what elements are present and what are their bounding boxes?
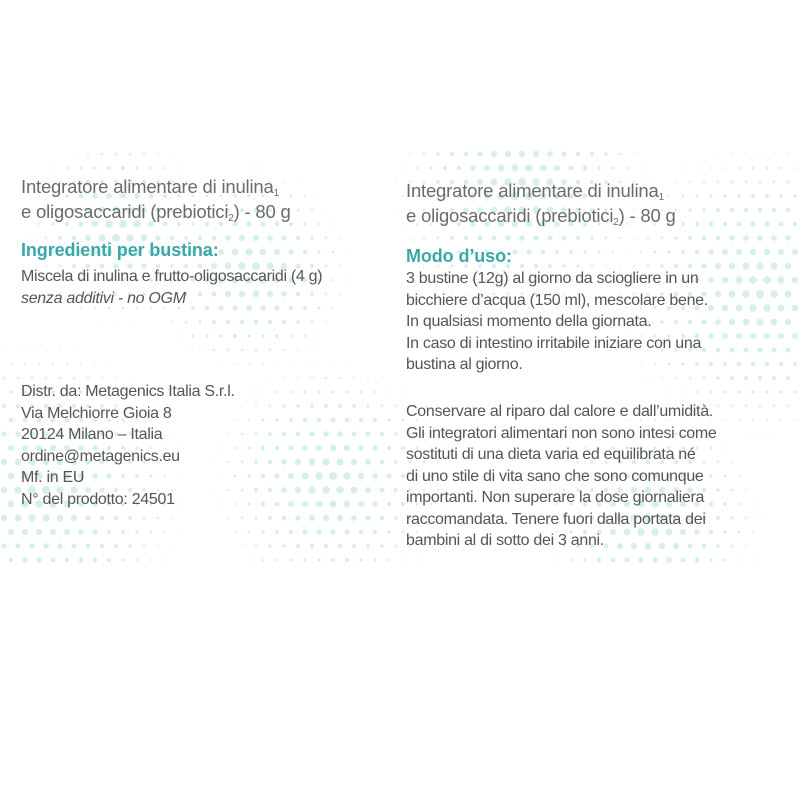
title-line-2-suffix: ) - 80 g bbox=[618, 205, 676, 226]
ingredients-text bbox=[21, 266, 391, 309]
ingredients-note: senza additivi - no OGM bbox=[21, 289, 186, 307]
distributor-info bbox=[21, 381, 391, 510]
warning-line: sostituti di una dieta varia ed equilibrata né bbox=[406, 446, 696, 463]
distributor-line: Distr. da: Metagenics Italia S.r.l. bbox=[21, 383, 235, 400]
warning-line: importanti. Non superare la dose giornaliera bbox=[406, 489, 705, 506]
usage-line: In qualsiasi momento della giornata. bbox=[406, 313, 652, 330]
title-line-1 bbox=[406, 178, 676, 203]
usage-instructions bbox=[406, 268, 791, 376]
title-line-1-text: Integratore alimentare di inulina bbox=[406, 180, 659, 201]
product-title bbox=[21, 174, 291, 224]
footnote-1-marker: 1 bbox=[658, 192, 664, 203]
storage-warnings bbox=[406, 401, 791, 552]
usage-line: 3 bustine (12g) al giorno da sciogliere in un bbox=[406, 270, 699, 287]
warning-line: bambini al di sotto dei 3 anni. bbox=[406, 532, 604, 549]
distributor-line: ordine@metagenics.eu bbox=[21, 447, 180, 465]
warning-line: di uno stile di vita sano che sono comunque bbox=[406, 467, 704, 485]
distributor-line: 20124 Milano – Italia bbox=[21, 426, 163, 443]
warning-line: raccomandata. Tenere fuori dalla portata dei bbox=[406, 510, 706, 528]
right-label-panel bbox=[398, 150, 800, 565]
ingredients-line: Miscela di inulina e frutto-oligosaccaridi (4 g) bbox=[21, 268, 323, 285]
title-line-1-text: Integratore alimentare di inulina bbox=[21, 176, 274, 197]
product-title bbox=[406, 178, 676, 228]
usage-line: bustina al giorno. bbox=[406, 356, 523, 373]
title-line-2-suffix: ) - 80 g bbox=[233, 201, 291, 222]
warning-line: Conservare al riparo dal calore e dall’umidità. bbox=[406, 403, 713, 420]
footnote-2-marker: 2 bbox=[228, 213, 234, 224]
title-line-1 bbox=[21, 174, 291, 199]
footnote-1-marker: 1 bbox=[273, 188, 279, 199]
distributor-line: N° del prodotto: 24501 bbox=[21, 490, 175, 508]
ingredients-heading: Ingredienti per bustina: bbox=[21, 240, 219, 260]
footnote-2-marker: 2 bbox=[613, 217, 619, 228]
left-label-panel bbox=[0, 150, 398, 565]
usage-line: bicchiere d’acqua (150 ml), mescolare bene. bbox=[406, 291, 708, 309]
title-line-2-text: e oligosaccaridi (prebiotici bbox=[21, 201, 229, 222]
label-band bbox=[0, 150, 800, 565]
title-line-2 bbox=[21, 199, 291, 224]
title-line-2 bbox=[406, 203, 676, 228]
distributor-line: Mf. in EU bbox=[21, 469, 85, 486]
warning-line: Gli integratori alimentari non sono intesi come bbox=[406, 424, 717, 442]
title-line-2-text: e oligosaccaridi (prebiotici bbox=[406, 205, 614, 226]
usage-line: In caso di intestino irritabile iniziare con una bbox=[406, 334, 702, 352]
distributor-line: Via Melchiorre Gioia 8 bbox=[21, 404, 172, 422]
usage-heading: Modo d’uso: bbox=[406, 246, 512, 266]
